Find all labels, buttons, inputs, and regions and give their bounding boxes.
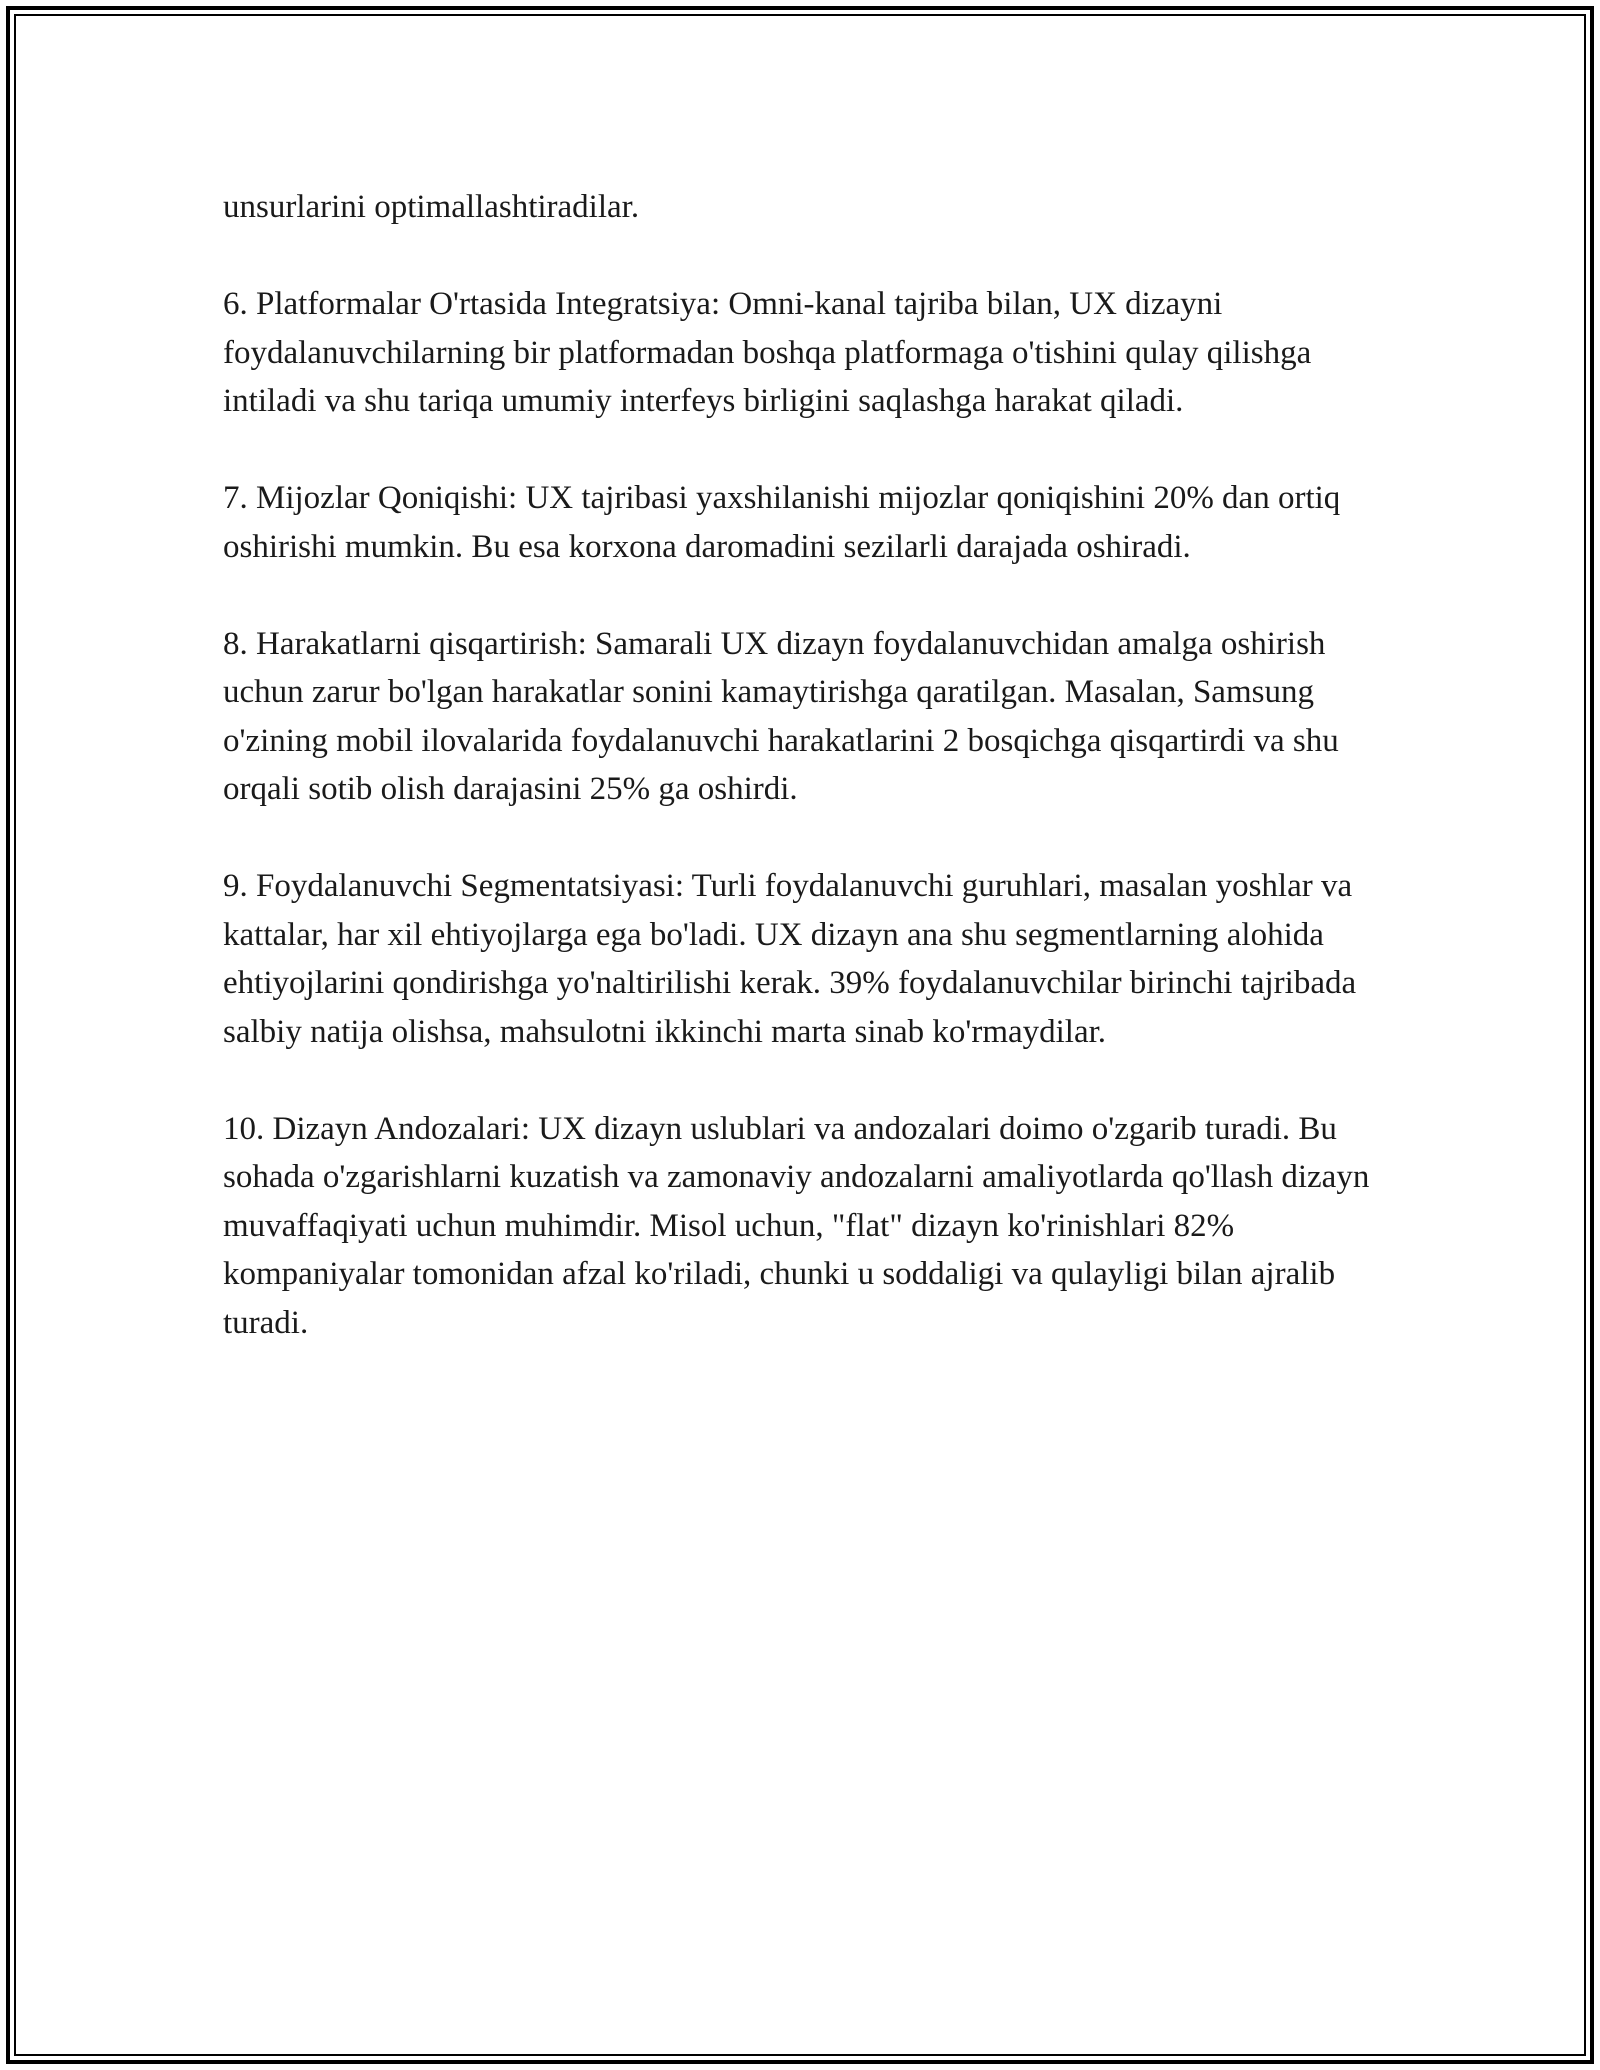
paragraph-design-patterns: 10. Dizayn Andozalari: UX dizayn uslublari va andozalari doimo o'zgarib turadi. Bu sohada o'zgarishlarni kuzatish va zamonaviy andozalarni amaliyotlarda qo'llash dizayn muvaffaqiyati uchun muhimdir. Misol uchun, "flat" dizayn ko'rinishlari 82% kompaniyalar tomonidan afzal ko'riladi, chunki u soddaligi va qulayligi bilan ajralib turadi. [223, 1110, 1370, 1341]
paragraph-user-segmentation: 9. Foydalanuvchi Segmentatsiyasi: Turli foydalanuvchi guruhlari, masalan yoshlar va kattalar, har xil ehtiyojlarga ega bo'ladi. UX dizayn ana shu segmentlarning alohida ehtiyojlarini qondirishga yo'naltirilishi kerak. 39% foydalanuvchilar birinchi tajribada salbiy natija olishsa, mahsulotni ikkinchi marta sinab ko'rmaydilar. [223, 868, 1357, 1050]
paragraph-continuation: unsurlarini optimallashtiradilar. [223, 189, 640, 225]
paragraph-customer-satisfaction: 7. Mijozlar Qoniqishi: UX tajribasi yaxshilanishi mijozlar qoniqishini 20% dan ortiq oshirishi mumkin. Bu esa korxona daromadini sezilarli darajada oshiradi. [223, 480, 1341, 565]
paragraph-action-reduction: 8. Harakatlarni qisqartirish: Samarali UX dizayn foydalanuvchidan amalga oshirish uchun zarur bo'lgan harakatlar sonini kamaytirishga qaratilgan. Masalan, Samsung o'zining mobil ilovalarida foydalanuvchi harakatlarini 2 bosqichga qisqartirdi va shu orqali sotib olish darajasini 25% ga oshirdi. [223, 625, 1339, 807]
document-body [223, 183, 1373, 1396]
paragraph-platform-integration: 6. Platformalar O'rtasida Integratsiya: Omni-kanal tajriba bilan, UX dizayni foydalanuvchilarning bir platformadan boshqa platformaga o'tishini qulay qilishga intiladi va shu tariqa umumiy interfeys birligini saqlashga harakat qiladi. [223, 286, 1312, 419]
